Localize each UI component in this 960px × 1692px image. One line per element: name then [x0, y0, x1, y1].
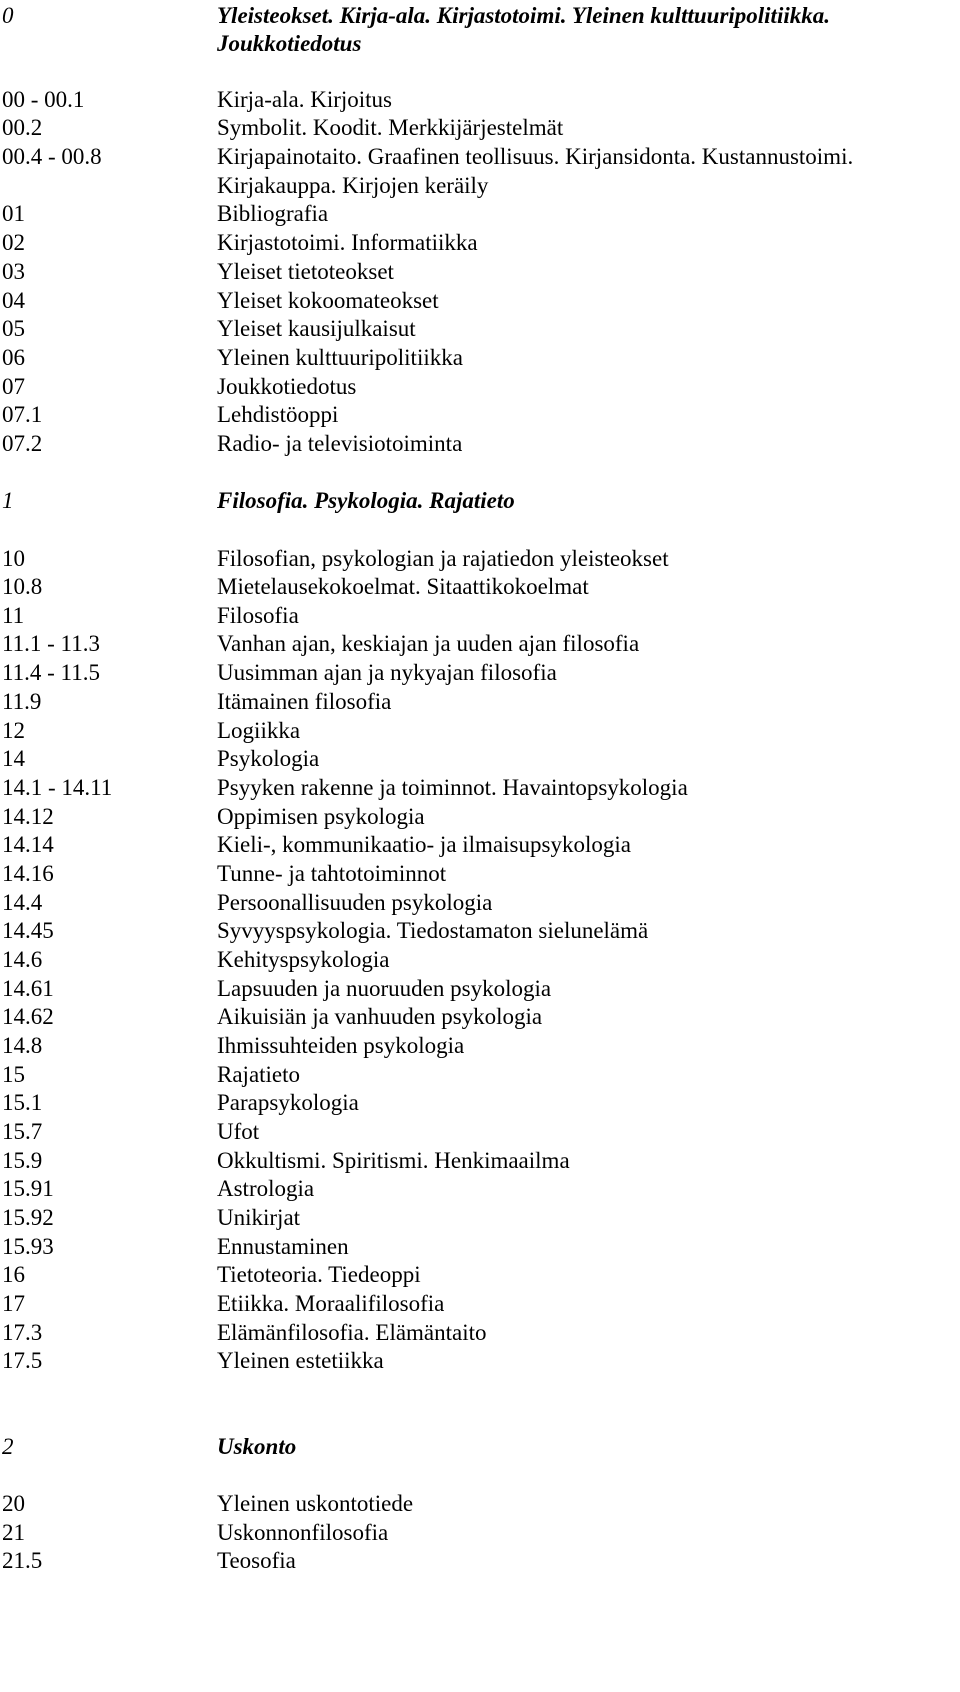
class-row — [0, 829, 960, 860]
class-row — [0, 256, 960, 287]
class-label: Yleiset kausijulkaisut — [217, 316, 416, 341]
class-label: Astrologia — [217, 1176, 315, 1201]
class-label-continued: Kirjakauppa. Kirjojen keräily — [217, 173, 489, 198]
class-code: 10 — [2, 546, 25, 571]
class-code: 15.92 — [2, 1205, 54, 1230]
class-code: 05 — [2, 316, 25, 341]
class-row — [0, 1087, 960, 1118]
class-label: Ufot — [217, 1119, 260, 1144]
class-label: Kirja-ala. Kirjoitus — [217, 87, 393, 112]
class-row — [0, 1202, 960, 1233]
class-code: 21 — [2, 1520, 25, 1545]
class-code: 14.62 — [2, 1004, 54, 1029]
class-label: Filosofia — [217, 603, 299, 628]
class-row — [0, 772, 960, 803]
class-row — [0, 371, 960, 402]
class-label: Filosofian, psykologian ja rajatiedon yleisteokset — [217, 546, 669, 571]
class-row — [0, 285, 960, 316]
class-row — [0, 1488, 960, 1519]
class-code: 14.45 — [2, 918, 54, 943]
class-row — [0, 313, 960, 344]
class-code: 20 — [2, 1491, 25, 1516]
class-label: Psykologia — [217, 746, 320, 771]
section-heading — [0, 485, 960, 516]
class-row — [0, 973, 960, 1004]
class-code: 00.4 - 00.8 — [2, 144, 102, 169]
class-code: 11.9 — [2, 689, 42, 714]
section-heading — [0, 1431, 960, 1462]
class-row — [0, 858, 960, 889]
class-label: Ihmissuhteiden psykologia — [217, 1033, 465, 1058]
class-row — [0, 600, 960, 631]
class-code: 11 — [2, 603, 25, 628]
class-code: 07 — [2, 374, 25, 399]
class-row — [0, 1116, 960, 1147]
class-label: Kieli-, kommunikaatio- ja ilmaisupsykologia — [217, 832, 631, 857]
class-row — [0, 944, 960, 975]
class-row — [0, 1145, 960, 1176]
class-label: Unikirjat — [217, 1205, 301, 1230]
class-label: Yleinen estetiikka — [217, 1348, 384, 1373]
class-code: 16 — [2, 1262, 25, 1287]
class-code: 15.1 — [2, 1090, 43, 1115]
class-label: Kehityspsykologia — [217, 947, 390, 972]
class-label: Tietoteoria. Tiedeoppi — [217, 1262, 421, 1287]
class-code: 12 — [2, 718, 25, 743]
class-code: 14.12 — [2, 804, 54, 829]
class-row — [0, 571, 960, 602]
section-code: 2 — [2, 1434, 14, 1459]
class-label: Kirjapainotaito. Graafinen teollisuus. Kirjansidonta. Kustannustoimi. — [217, 144, 854, 169]
class-code: 10.8 — [2, 574, 43, 599]
section-heading — [0, 0, 960, 31]
class-code: 14.8 — [2, 1033, 43, 1058]
class-code: 04 — [2, 288, 25, 313]
class-label: Rajatieto — [217, 1062, 301, 1087]
class-row — [0, 1173, 960, 1204]
class-label: Persoonallisuuden psykologia — [217, 890, 493, 915]
class-row — [0, 428, 960, 459]
class-label: Yleiset tietoteokset — [217, 259, 394, 284]
class-row — [0, 1231, 960, 1262]
class-label: Symbolit. Koodit. Merkkijärjestelmät — [217, 115, 564, 140]
class-label: Ennustaminen — [217, 1234, 349, 1259]
class-row — [0, 1259, 960, 1290]
class-label: Bibliografia — [217, 201, 329, 226]
class-code: 15.9 — [2, 1148, 43, 1173]
class-code: 01 — [2, 201, 25, 226]
class-row — [0, 1345, 960, 1376]
class-row — [0, 686, 960, 717]
class-row — [0, 887, 960, 918]
section-title: Yleisteokset. Kirja-ala. Kirjastotoimi. Yleinen kulttuuripolitiikka. — [217, 3, 830, 28]
class-row — [0, 141, 960, 172]
class-row — [0, 628, 960, 659]
section-heading-continued — [0, 28, 960, 59]
class-row — [0, 915, 960, 946]
class-code: 15.91 — [2, 1176, 54, 1201]
class-code: 14.61 — [2, 976, 54, 1001]
class-code: 15.7 — [2, 1119, 43, 1144]
class-label: Yleiset kokoomateokset — [217, 288, 439, 313]
class-code: 00 - 00.1 — [2, 87, 85, 112]
class-label: Etiikka. Moraalifilosofia — [217, 1291, 445, 1316]
class-code: 14.1 - 14.11 — [2, 775, 113, 800]
class-code: 06 — [2, 345, 25, 370]
class-row — [0, 399, 960, 430]
section-code: 1 — [2, 488, 14, 513]
class-label: Lapsuuden ja nuoruuden psykologia — [217, 976, 552, 1001]
class-code: 17.5 — [2, 1348, 43, 1373]
class-row — [0, 1059, 960, 1090]
class-label: Parapsykologia — [217, 1090, 359, 1115]
class-code: 17 — [2, 1291, 25, 1316]
section-title: Uskonto — [217, 1434, 297, 1459]
class-label: Teosofia — [217, 1548, 296, 1573]
class-label: Kirjastotoimi. Informatiikka — [217, 230, 478, 255]
class-code: 17.3 — [2, 1320, 43, 1345]
class-label: Uskonnonfilosofia — [217, 1520, 389, 1545]
class-code: 14.16 — [2, 861, 54, 886]
class-row — [0, 1517, 960, 1548]
class-label: Joukkotiedotus — [217, 374, 357, 399]
class-row — [0, 112, 960, 143]
class-row — [0, 1030, 960, 1061]
class-row — [0, 198, 960, 229]
class-code: 14.6 — [2, 947, 43, 972]
section-title: Filosofia. Psykologia. Rajatieto — [217, 488, 515, 513]
class-label: Yleinen uskontotiede — [217, 1491, 414, 1516]
class-label: Okkultismi. Spiritismi. Henkimaailma — [217, 1148, 570, 1173]
class-label: Yleinen kulttuuripolitiikka — [217, 345, 463, 370]
class-label: Logiikka — [217, 718, 301, 743]
class-code: 15 — [2, 1062, 25, 1087]
class-row — [0, 1545, 960, 1576]
class-row — [0, 84, 960, 115]
class-label: Uusimman ajan ja nykyajan filosofia — [217, 660, 557, 685]
class-row — [0, 801, 960, 832]
class-row — [0, 543, 960, 574]
class-label: Vanhan ajan, keskiajan ja uuden ajan filosofia — [217, 631, 640, 656]
section-code: 0 — [2, 3, 14, 28]
class-code: 15.93 — [2, 1234, 54, 1259]
class-code: 21.5 — [2, 1548, 43, 1573]
class-label: Lehdistöoppi — [217, 402, 339, 427]
class-label: Itämainen filosofia — [217, 689, 392, 714]
class-row-continued — [0, 170, 960, 201]
class-code: 11.1 - 11.3 — [2, 631, 100, 656]
class-label: Mietelausekokoelmat. Sitaattikokoelmat — [217, 574, 589, 599]
class-label: Oppimisen psykologia — [217, 804, 425, 829]
class-code: 14.14 — [2, 832, 54, 857]
class-row — [0, 743, 960, 774]
section-title-continued: Joukkotiedotus — [217, 31, 362, 56]
class-code: 03 — [2, 259, 25, 284]
class-label: Aikuisiän ja vanhuuden psykologia — [217, 1004, 543, 1029]
class-code: 02 — [2, 230, 25, 255]
class-label: Psyyken rakenne ja toiminnot. Havaintopsykologia — [217, 775, 688, 800]
class-row — [0, 227, 960, 258]
class-label: Elämänfilosofia. Elämäntaito — [217, 1320, 487, 1345]
class-code: 00.2 — [2, 115, 43, 140]
class-row — [0, 1317, 960, 1348]
class-row — [0, 715, 960, 746]
class-row — [0, 1001, 960, 1032]
class-code: 07.1 — [2, 402, 43, 427]
class-row — [0, 1288, 960, 1319]
class-label: Syvyyspsykologia. Tiedostamaton sielunelämä — [217, 918, 649, 943]
class-code: 07.2 — [2, 431, 43, 456]
class-row — [0, 342, 960, 373]
class-label: Radio- ja televisiotoiminta — [217, 431, 463, 456]
class-label: Tunne- ja tahtotoiminnot — [217, 861, 447, 886]
class-row — [0, 657, 960, 688]
class-code: 11.4 - 11.5 — [2, 660, 100, 685]
class-code: 14.4 — [2, 890, 43, 915]
class-code: 14 — [2, 746, 25, 771]
